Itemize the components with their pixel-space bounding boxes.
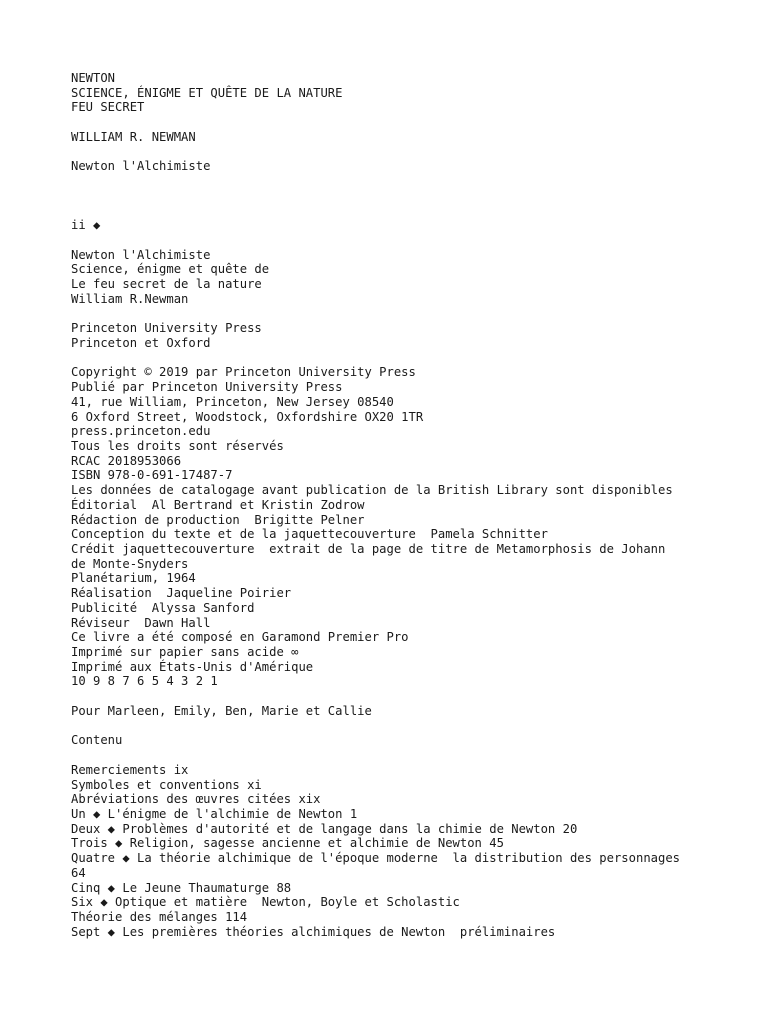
- text-line: Six ◆ Optique et matière Newton, Boyle et Scholastic: [71, 895, 460, 910]
- text-line: Trois ◆ Religion, sagesse ancienne et alchimie de Newton 45: [71, 836, 504, 851]
- text-line: William R.Newman: [71, 291, 189, 306]
- blank-line: [71, 307, 761, 322]
- document-text: [71, 71, 761, 939]
- text-line: Cinq ◆ Le Jeune Thaumaturge 88: [71, 880, 292, 895]
- text-line: Quatre ◆ La théorie alchimique de l'époque moderne la distribution des personnages: [71, 851, 681, 866]
- text-line: Deux ◆ Problèmes d'autorité et de langage dans la chimie de Newton 20: [71, 821, 578, 836]
- text-line: RCAC 2018953066: [71, 453, 182, 468]
- text-line: Pour Marleen, Emily, Ben, Marie et Callie: [71, 703, 372, 718]
- text-line: 10 9 8 7 6 5 4 3 2 1: [71, 674, 218, 689]
- blank-line: [71, 189, 761, 204]
- text-line: SCIENCE, ÉNIGME ET QUÊTE DE LA NATURE: [71, 85, 343, 100]
- text-line: Tous les droits sont réservés: [71, 438, 284, 453]
- text-line: de Monte-Snyders: [71, 556, 189, 571]
- text-line: Le feu secret de la nature: [71, 277, 262, 292]
- text-line: Science, énigme et quête de: [71, 262, 270, 277]
- text-line: Réviseur Dawn Hall: [71, 615, 211, 630]
- text-line: FEU SECRET: [71, 100, 145, 115]
- text-line: NEWTON: [71, 71, 116, 85]
- text-line: Remerciements ix: [71, 762, 189, 777]
- text-line: Éditorial Al Bertrand et Kristin Zodrow: [71, 497, 365, 512]
- text-line: Abréviations des œuvres citées xix: [71, 792, 321, 807]
- text-line: 41, rue William, Princeton, New Jersey 08540: [71, 394, 394, 409]
- blank-line: [71, 719, 761, 734]
- blank-line: [71, 689, 761, 704]
- text-line: Conception du texte et de la jaquettecouverture Pamela Schnitter: [71, 527, 548, 542]
- text-line: Théorie des mélanges 114: [71, 909, 248, 924]
- text-line: Un ◆ L'énigme de l'alchimie de Newton 1: [71, 806, 358, 821]
- blank-line: [71, 145, 761, 160]
- text-line: Publié par Princeton University Press: [71, 380, 343, 395]
- text-line: 6 Oxford Street, Woodstock, Oxfordshire OX20 1TR: [71, 409, 424, 424]
- blank-line: [71, 351, 761, 366]
- text-line: Princeton University Press: [71, 321, 262, 336]
- text-line: Sept ◆ Les premières théories alchimiques de Newton préliminaires: [71, 924, 556, 939]
- text-line: Imprimé aux États-Unis d'Amérique: [71, 659, 314, 674]
- text-line: ISBN 978-0-691-17487-7: [71, 468, 233, 483]
- text-line: 64: [71, 865, 86, 880]
- blank-line: [71, 748, 761, 763]
- text-line: Contenu: [71, 733, 123, 748]
- text-line: Planétarium, 1964: [71, 571, 196, 586]
- text-line: ii ◆: [71, 218, 101, 233]
- text-line: Les données de catalogage avant publication de la British Library sont disponibles: [71, 483, 673, 498]
- text-line: Publicité Alyssa Sanford: [71, 600, 255, 615]
- text-line: Symboles et conventions xi: [71, 777, 262, 792]
- blank-line: [71, 203, 761, 218]
- text-line: Newton l'Alchimiste: [71, 247, 211, 262]
- text-line: Newton l'Alchimiste: [71, 159, 211, 174]
- blank-line: [71, 115, 761, 130]
- text-line: Ce livre a été composé en Garamond Premier Pro: [71, 630, 409, 645]
- text-line: Crédit jaquettecouverture extrait de la page de titre de Metamorphosis de Johann: [71, 542, 666, 556]
- text-line: WILLIAM R. NEWMAN: [71, 129, 196, 144]
- text-line: Imprimé sur papier sans acide ∞: [71, 645, 299, 660]
- blank-line: [71, 174, 761, 189]
- text-line: Réalisation Jaqueline Poirier: [71, 586, 292, 601]
- text-line: Rédaction de production Brigitte Pelner: [71, 512, 365, 527]
- text-line: Princeton et Oxford: [71, 335, 211, 350]
- text-line: Copyright © 2019 par Princeton University Press: [71, 365, 416, 380]
- blank-line: [71, 233, 761, 248]
- text-line: press.princeton.edu: [71, 424, 211, 439]
